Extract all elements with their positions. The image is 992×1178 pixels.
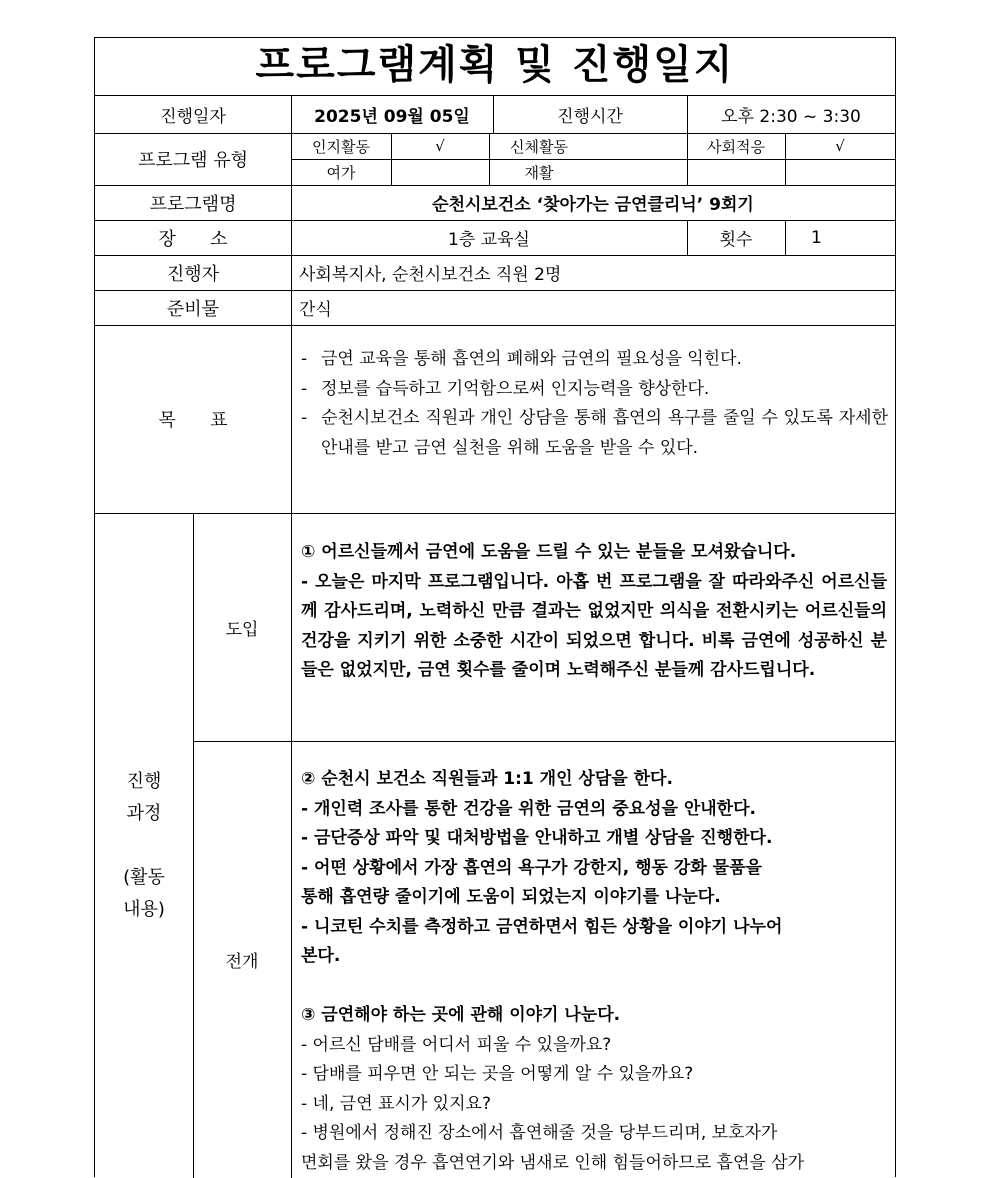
goals-label: 목 표 — [95, 325, 291, 513]
dev-item: - 금단증상 파악 및 대처방법을 안내하고 개별 상담을 진행한다. — [301, 824, 887, 854]
count-value: 1 — [785, 220, 895, 255]
type-leisure-label: 여가 — [291, 159, 391, 185]
dev-item: 통해 흡연량 줄이기에 도움이 되었는지 이야기를 나눈다. — [301, 883, 887, 913]
type-social-label: 사회적응 — [687, 133, 785, 159]
intro-text: - 오늘은 마지막 프로그램입니다. 아홉 번 프로그램을 잘 따라와주신 어르신들께 감사드리며, 노력하신 만큼 결과는 없었지만 의식을 전환시키는 어르신들의 건강을 지키기 위한 소중한 시간이 되었으면 합니다. 비록 금연에 성공하신 분들은 없었지만, 금연 횟수를 줄이며 노력해주신 분들께 감사드립니다. — [301, 568, 887, 686]
dev-item: - 어떤 상황에서 가장 흡연의 욕구가 강한지, 행동 강화 물품을 — [301, 854, 887, 884]
intro-label: 도입 — [193, 513, 291, 741]
leader-value: 사회복지사, 순천시보건소 직원 2명 — [291, 255, 895, 290]
count-label: 횟수 — [687, 220, 785, 255]
time-label: 진행시간 — [493, 95, 687, 133]
time-value: 오후 2:30 ~ 3:30 — [687, 95, 895, 133]
place-value: 1층 교육실 — [291, 220, 687, 255]
dev-item-2: - 담배를 피우면 안 되는 곳을 어떻게 알 수 있을까요? — [301, 1060, 887, 1090]
goal-item: - 금연 교육을 통해 흡연의 폐해와 금연의 필요성을 익힌다. — [293, 345, 888, 375]
dev-item-2: - 네, 금연 표시가 있지요? — [301, 1090, 887, 1120]
leader-label: 진행자 — [95, 255, 291, 290]
date-label: 진행일자 — [95, 95, 291, 133]
type-cognitive-check: √ — [391, 133, 489, 159]
dev-heading: ② 순천시 보건소 직원들과 1:1 개인 상담을 한다. — [301, 765, 887, 795]
goal-item: - 정보를 습득하고 기억함으로써 인지능력을 향상한다. — [293, 375, 888, 405]
type-leisure-check — [391, 159, 489, 185]
type-physical-label: 신체활동 — [489, 133, 589, 159]
place-label: 장 소 — [95, 220, 291, 255]
dev-item: - 개인력 조사를 통한 건강을 위한 금연의 중요성을 안내한다. — [301, 795, 887, 825]
intro-heading: ① 어르신들께서 금연에 도움을 드릴 수 있는 분들을 모셔왔습니다. — [301, 538, 887, 568]
type-cognitive-label: 인지활동 — [291, 133, 391, 159]
prep-label: 준비물 — [95, 290, 291, 325]
development-label: 전개 — [193, 741, 291, 1178]
dev-item: 본다. — [301, 942, 887, 972]
development-content — [301, 765, 887, 1178]
type-rehab-check — [589, 159, 687, 185]
dev-heading-2: ③ 금연해야 하는 곳에 관해 이야기 나눈다. — [301, 1001, 887, 1031]
type-physical-check — [589, 133, 687, 159]
type-social-check: √ — [785, 133, 895, 159]
goal-item: - 순천시보건소 직원과 개인 상담을 통해 흡연의 욕구를 줄일 수 있도록 자세한 안내를 받고 금연 실천을 위해 도움을 받을 수 있다. — [293, 404, 888, 463]
activity-log-form — [94, 37, 896, 1177]
date-value: 2025년 09월 05일 — [291, 95, 493, 133]
dev-item: - 니코틴 수치를 측정하고 금연하면서 힘든 상황을 이야기 나누어 — [301, 913, 887, 943]
type-label: 프로그램 유형 — [95, 133, 291, 185]
program-name-label: 프로그램명 — [95, 185, 291, 220]
prep-value: 간식 — [291, 290, 895, 325]
type-rehab-label: 재활 — [489, 159, 589, 185]
dev-item-2: - 병원에서 정해진 장소에서 흡연해줄 것을 당부드리며, 보호자가 — [301, 1119, 887, 1149]
page-title: 프로그램계획 및 진행일지 — [95, 38, 895, 96]
intro-content — [301, 538, 887, 686]
dev-item-2: - 어르신 담배를 어디서 피울 수 있을까요? — [301, 1031, 887, 1061]
goals-list — [293, 345, 888, 463]
dev-item-2: 면회를 왔을 경우 흡연연기와 냄새로 인해 힘들어하므로 흡연을 삼가 — [301, 1149, 887, 1178]
process-label: 진행 과정 (활동 내용) — [95, 513, 193, 1178]
program-name-value: 순천시보건소 ‘찾아가는 금연클리닉’ 9회기 — [291, 185, 895, 220]
